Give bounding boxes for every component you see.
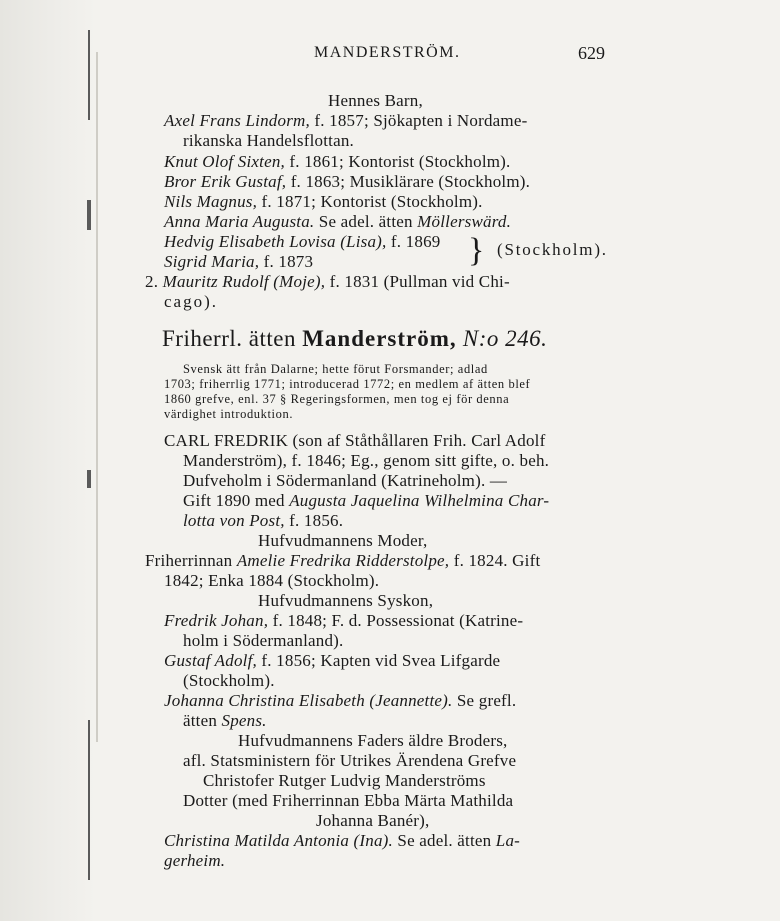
text-line: gerheim. (164, 851, 226, 870)
page-number: 629 (578, 43, 605, 63)
text-line: Nils Magnus, f. 1871; Kontorist (Stockholm). (164, 192, 483, 211)
intro-line: 1703; friherrlig 1771; introducerad 1772; en medlem af ätten blef (164, 377, 531, 391)
text-line: holm i Södermanland). (183, 631, 344, 650)
text-line: Manderström), f. 1846; Eg., genom sitt gifte, o. beh. (183, 451, 550, 470)
text-line: afl. Statsministern för Utrikes Ärendena Grefve (183, 751, 517, 770)
text-line: Knut Olof Sixten, f. 1861; Kontorist (Stockholm). (164, 152, 511, 171)
text-line: ätten Spens. (183, 711, 267, 730)
text-line: Friherrinnan Amelie Fredrika Ridderstolpe, f. 1824. Gift (145, 551, 541, 570)
text-line: Christina Matilda Antonia (Ina). Se adel. ätten La- (164, 831, 521, 850)
running-title: MANDERSTRÖM. (314, 44, 461, 61)
text-line: Fredrik Johan, f. 1848; F. d. Possessionat (Katrine- (164, 611, 524, 630)
brace-glyph: } (468, 232, 485, 269)
brace-annotation: (Stockholm). (497, 240, 608, 259)
text-line: Hedvig Elisabeth Lovisa (Lisa), f. 1869 (164, 232, 441, 251)
text-line: (Stockholm). (183, 671, 275, 690)
section-heading: Hennes Barn, (328, 91, 423, 110)
text-line: CARL FREDRIK (son af Ståthållaren Frih. Carl Adolf (164, 431, 546, 450)
text-line: cago). (164, 292, 219, 311)
text-line: Axel Frans Lindorm, f. 1857; Sjökapten i Nordame- (164, 111, 528, 130)
text-line: Dufveholm i Södermanland (Katrineholm). — (183, 471, 508, 490)
text-line: Johanna Christina Elisabeth (Jeannette). Se grefl. (164, 691, 517, 710)
margin-mark (88, 720, 90, 880)
margin-mark (87, 200, 91, 230)
text-line: Johanna Banér), (316, 811, 430, 830)
text-line: lotta von Post, f. 1856. (183, 511, 344, 530)
text-line: Bror Erik Gustaf, f. 1863; Musiklärare (Stockholm). (164, 172, 531, 191)
text-line: 2. Mauritz Rudolf (Moje), f. 1831 (Pullman vid Chi- (145, 272, 510, 291)
intro-line: Svensk ätt från Dalarne; hette förut Forsmander; adlad (183, 362, 488, 376)
intro-line: värdighet introduktion. (164, 407, 294, 421)
text-line: Dotter (med Friherrinnan Ebba Märta Mathilda (183, 791, 514, 810)
family-section-title: Friherrl. ätten Manderström, N:o 246. (162, 326, 548, 351)
intro-line: 1860 grefve, enl. 37 § Regeringsformen, men tog ej för denna (164, 392, 510, 406)
text-line: Anna Maria Augusta. Se adel. ätten Möllerswärd. (164, 212, 512, 231)
text-line: 1842; Enka 1884 (Stockholm). (164, 571, 380, 590)
text-line: Christofer Rutger Ludvig Manderströms (203, 771, 486, 790)
text-line: Gustaf Adolf, f. 1856; Kapten vid Svea Lifgarde (164, 651, 501, 670)
margin-mark (88, 30, 90, 120)
book-spine-shadow (0, 0, 96, 921)
margin-mark (87, 470, 91, 488)
text-line: Hufvudmannens Moder, (258, 531, 428, 550)
text-line: rikanska Handelsflottan. (183, 131, 354, 150)
margin-rule (96, 52, 98, 742)
text-line: Sigrid Maria, f. 1873 (164, 252, 314, 271)
text-line: Hufvudmannens Faders äldre Broders, (238, 731, 508, 750)
text-line: Hufvudmannens Syskon, (258, 591, 434, 610)
text-line: Gift 1890 med Augusta Jaquelina Wilhelmina Char- (183, 491, 550, 510)
